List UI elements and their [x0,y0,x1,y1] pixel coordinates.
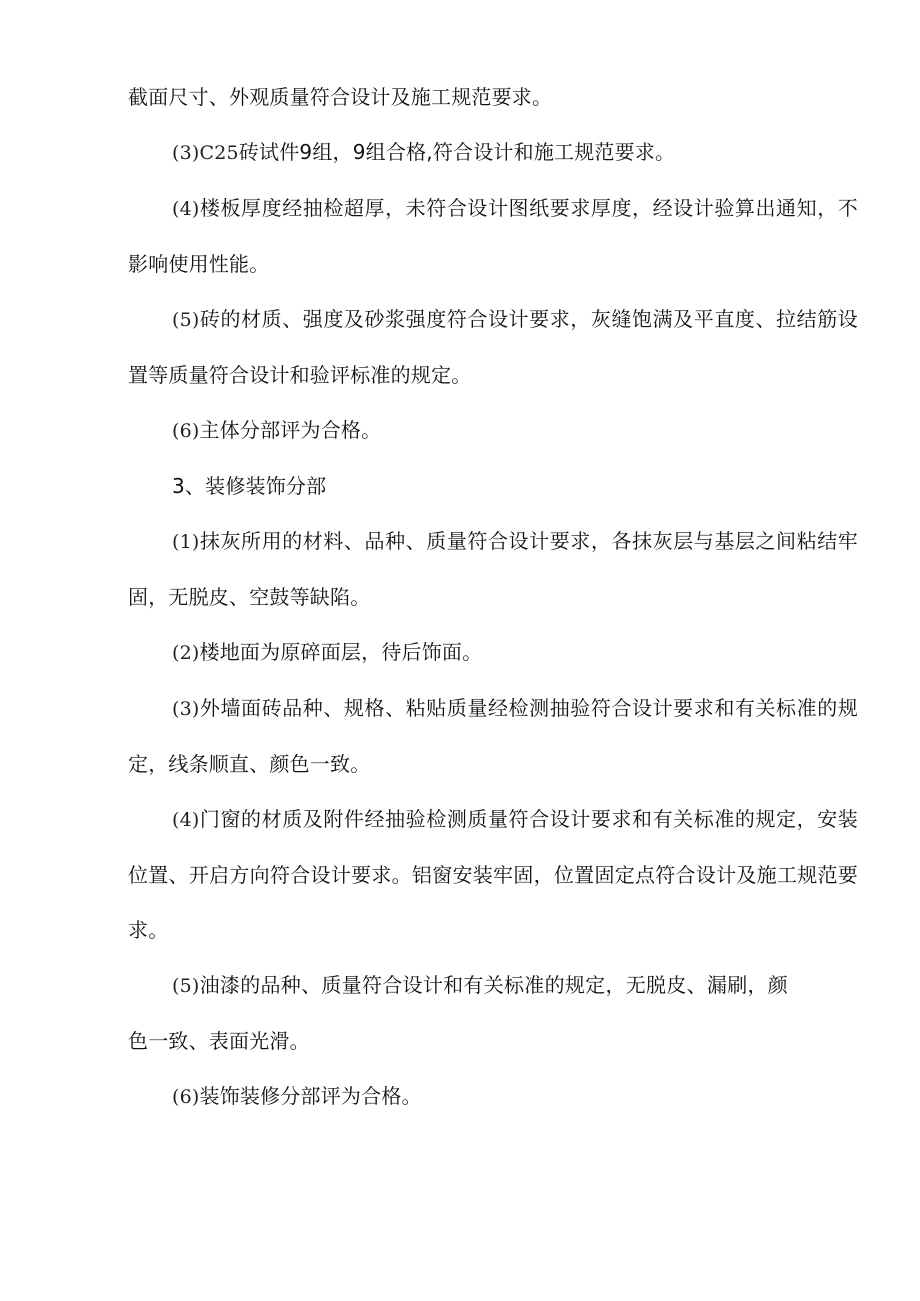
heading-text: 3、装修装饰分部 [172,474,327,498]
section-heading-decoration [128,459,858,514]
item-number: (3)C25 [172,142,239,164]
paragraph-item-4-doors-windows [128,792,858,958]
paragraph-text: 楼板厚度经抽检超厚，未符合设计图纸要求厚度，经设计验算出通知，不影响使用性能。 [128,196,858,276]
paragraph-text: 外墙面砖品种、规格、粘贴质量经检测抽验符合设计要求和有关标准的规定，线条顺直、颜色一致。 [128,696,858,776]
paragraph-item-6-main-structure [128,403,858,459]
paragraph-item-3-wall-tiles [128,681,858,792]
item-number: (2) [172,642,200,664]
paragraph-text: 油漆的品种、质量符合设计和有关标准的规定，无脱皮、漏刷，颜色一致、表面光滑。 [128,973,788,1053]
paragraph-section-dimensions [128,70,858,125]
item-number: (4) [172,198,200,220]
item-number: (6) [172,420,200,442]
paragraph-text: 装饰装修分部评为合格。 [199,1084,422,1108]
paragraph-item-3-concrete [128,125,858,181]
paragraph-item-2-floor [128,625,858,681]
paragraph-item-5-paint [128,958,788,1069]
paragraph-item-4-slab [128,181,858,292]
paragraph-text: 砖试件9组，9组合格,符合设计和施工规范要求。 [238,140,676,164]
item-number: (3) [172,698,200,720]
item-number: (4) [172,809,200,831]
item-number: (5) [172,975,200,997]
item-number: (1) [172,531,200,553]
item-number: (6) [172,1086,200,1108]
paragraph-text: 砖的材质、强度及砂浆强度符合设计要求，灰缝饱满及平直度、拉结筋设置等质量符合设计和验评标准的规定。 [128,307,858,387]
paragraph-text: 主体分部评为合格。 [199,418,382,442]
document-body [128,70,858,1125]
paragraph-text: 楼地面为原碎面层，待后饰面。 [199,640,483,664]
paragraph-item-6-decoration-result [128,1069,858,1125]
paragraph-item-5-brick [128,292,858,403]
item-number: (5) [172,309,200,331]
paragraph-text: 截面尺寸、外观质量符合设计及施工规范要求。 [128,85,553,109]
paragraph-text: 抹灰所用的材料、品种、质量符合设计要求，各抹灰层与基层之间粘结牢固，无脱皮、空鼓等缺陷。 [128,529,858,609]
paragraph-text: 门窗的材质及附件经抽验检测质量符合设计要求和有关标准的规定，安装位置、开启方向符合设计要求。铝窗安装牢固，位置固定点符合设计及施工规范要求。 [128,807,858,942]
paragraph-item-1-plaster [128,514,858,625]
